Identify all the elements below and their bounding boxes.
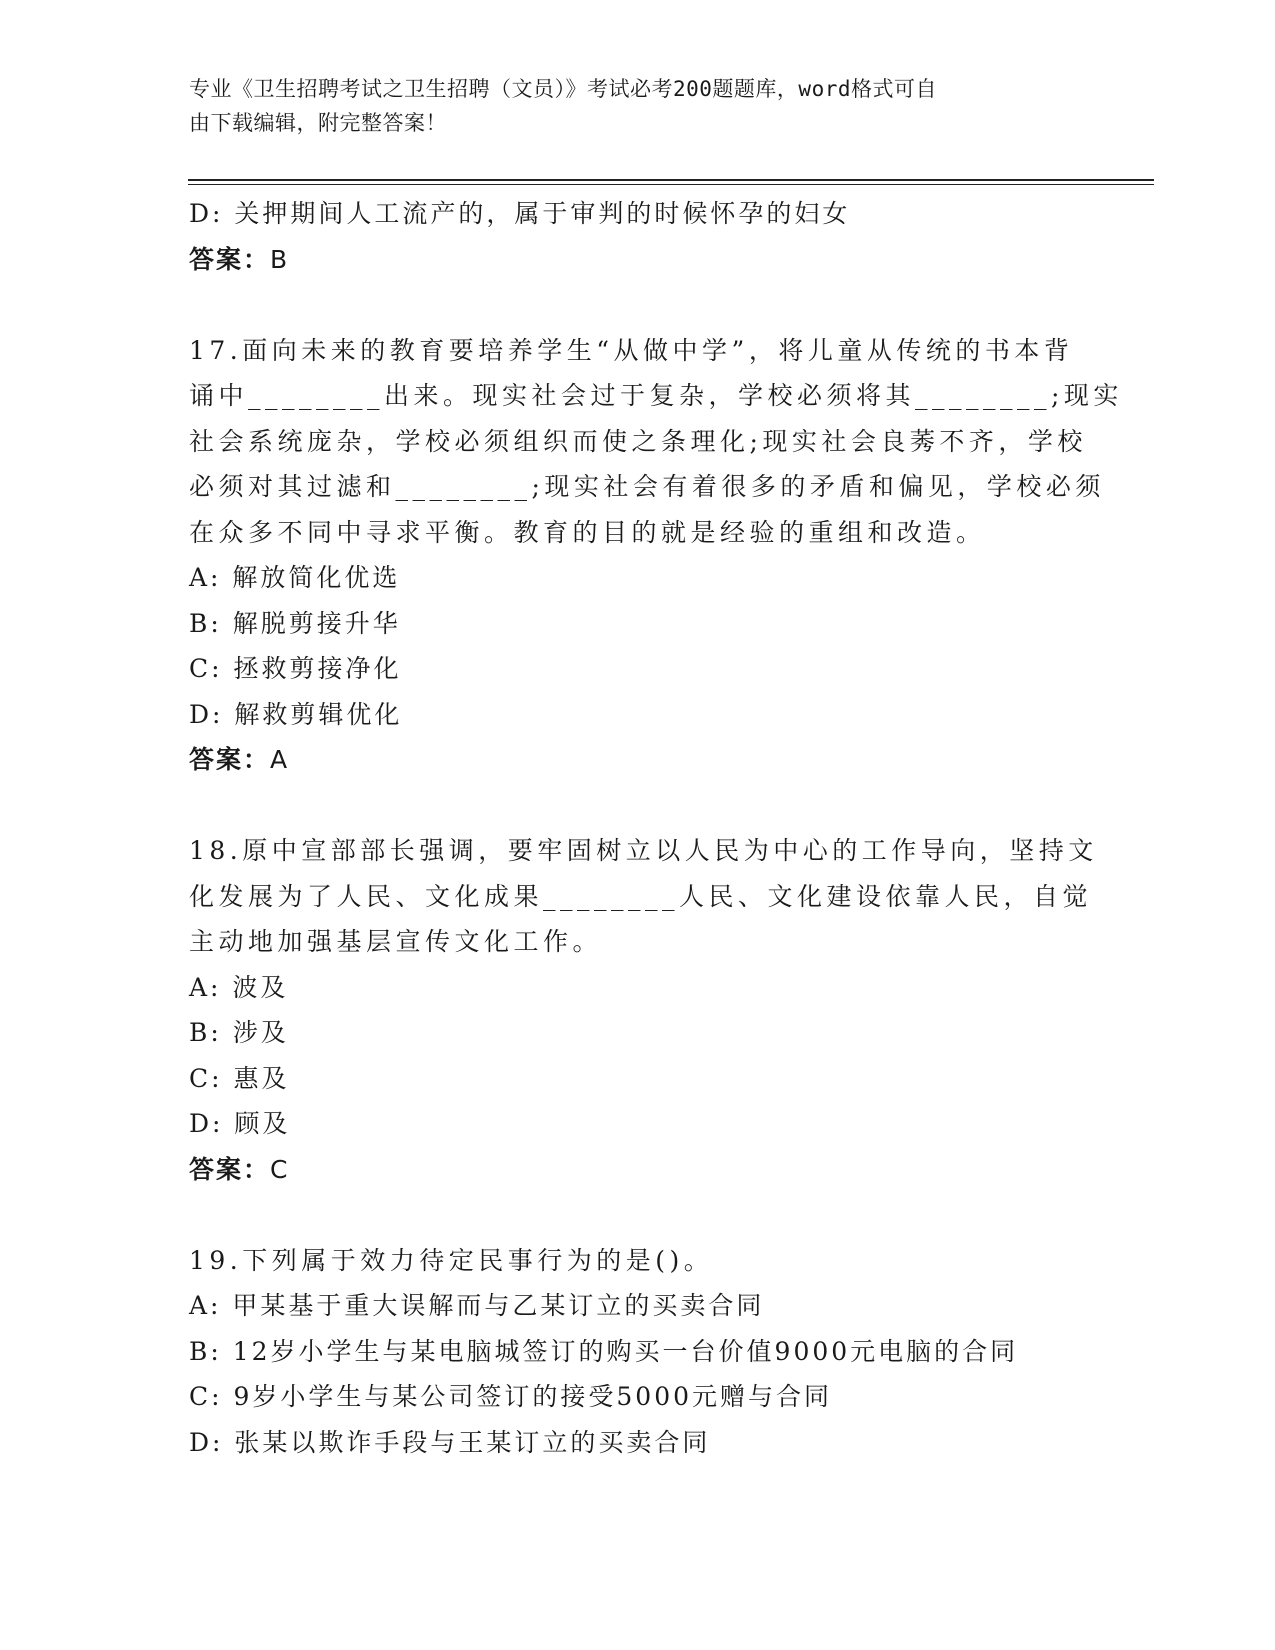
option-b: B: 解脱剪接升华 (189, 608, 401, 638)
option-d: D: 张某以欺诈手段与王某订立的买卖合同 (189, 1427, 711, 1457)
spacer (189, 783, 1089, 829)
header-rule-thin (188, 184, 1154, 185)
question-text-line: 19.下列属于效力待定民事行为的是()。 (189, 1245, 714, 1275)
option-c: C: 拯救剪接净化 (189, 654, 402, 683)
page-header (189, 72, 1069, 140)
header-line-2: 由下载编辑，附完整答案！ (189, 111, 447, 135)
spacer (189, 1192, 1089, 1238)
question-text-line: 18.原中宣部部长强调，要牢固树立以人民为中心的工作导向，坚持文 (189, 836, 1098, 865)
question-text-line: 社会系统庞杂，学校必须组织而使之条理化;现实社会良莠不齐，学校 (189, 426, 1087, 456)
option-c: C: 惠及 (189, 1063, 290, 1093)
question-text-line: 化发展为了人民、文化成果________人民、文化建设依靠人民，自觉 (189, 881, 1093, 911)
answer-label: 答案： (189, 745, 271, 774)
question-17 (189, 328, 1123, 783)
option-b: B: 涉及 (189, 1018, 289, 1047)
question-text-line: 必须对其过滤和________;现实社会有着很多的矛盾和偏见，学校必须 (189, 472, 1105, 501)
header-rule-thick (188, 179, 1154, 181)
answer-line (189, 237, 1089, 283)
option-a: A: 甲某基于重大误解而与乙某订立的买卖合同 (189, 1291, 765, 1320)
spacer (189, 282, 1089, 328)
header-line-1: 专业《卫生招聘考试之卫生招聘（文员）》考试必考200题题库，word格式可自 (189, 77, 937, 101)
question-text-line: 17.面向未来的教育要培养学生“从做中学”，将儿童从传统的书本背 (189, 335, 1074, 365)
question-18 (189, 828, 1098, 1192)
question-text-line: 诵中________出来。现实社会过于复杂，学校必须将其________;现实 (189, 381, 1123, 410)
question-text-line: 主动地加强基层宣传文化工作。 (189, 927, 603, 956)
option-d: D: 顾及 (189, 1109, 291, 1138)
answer-value: B (270, 244, 290, 274)
option-b: B: 12岁小学生与某电脑城签订的购买一台价值9000元电脑的合同 (189, 1336, 1019, 1366)
option-c: C: 9岁小学生与某公司签订的接受5000元赠与合同 (189, 1382, 833, 1411)
answer-label: 答案： (189, 244, 271, 274)
answer-line (189, 737, 1089, 783)
option-d: D: 关押期间人工流产的，属于审判的时候怀孕的妇女 (189, 199, 851, 228)
option-d: D: 解救剪辑优化 (189, 699, 403, 729)
question-content (189, 191, 1123, 1465)
question-19 (189, 1238, 1089, 1466)
answer-value: A (270, 745, 290, 774)
answer-label: 答案： (189, 1154, 271, 1184)
answer-line (189, 1147, 1089, 1193)
question-text-line: 在众多不同中寻求平衡。教育的目的就是经验的重组和改造。 (189, 517, 986, 547)
answer-value: C (270, 1154, 290, 1184)
option-a: A: 波及 (189, 972, 289, 1002)
option-a: A: 解放简化优选 (189, 563, 401, 592)
